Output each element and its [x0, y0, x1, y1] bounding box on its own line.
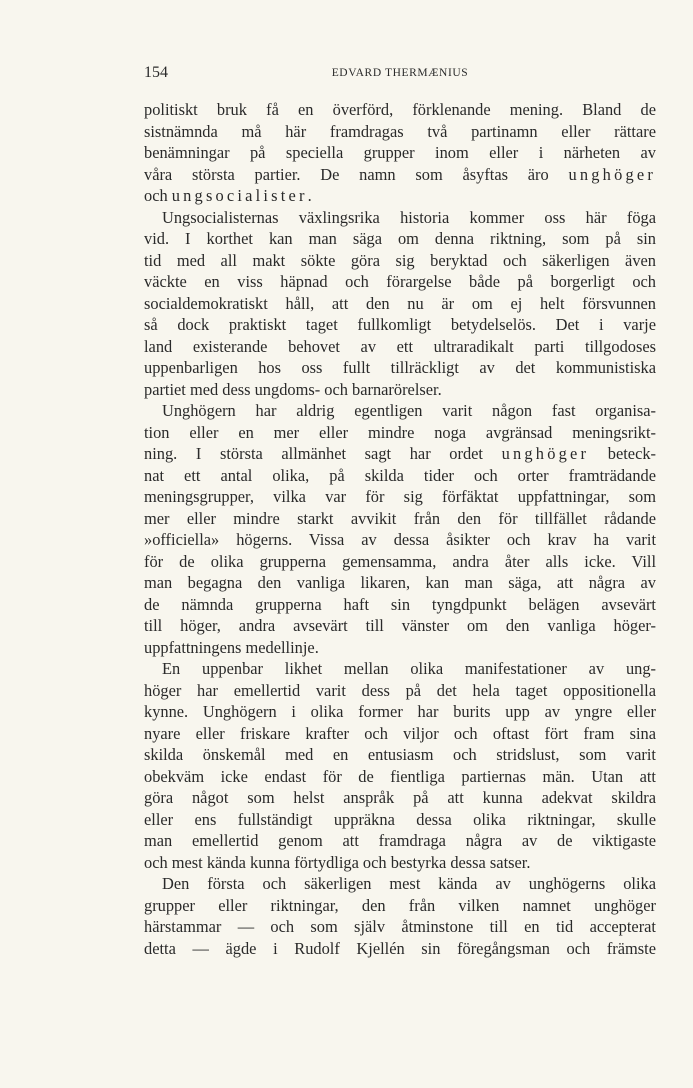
text-line: partiet med dess ungdoms- och barnarörelser.: [144, 379, 442, 399]
text-line: de nämnda grupperna haft sin tyngdpunkt belägen avsevärt: [144, 594, 656, 614]
text-line: Unghögern har aldrig egentligen varit någon fast organisa-: [162, 401, 656, 420]
emphasized-term: unghöger: [568, 164, 656, 184]
text-line: skilda önskemål med en entusiasm och stridslust, som varit: [144, 745, 656, 764]
text-line: detta — ägde i Rudolf Kjellén sin föregångsman och främste: [144, 938, 656, 958]
text-line: socialdemokratiskt håll, att den nu är om ej helt försvunnen: [144, 293, 656, 313]
text-line: politiskt bruk få en överförd, förklenande mening. Bland de: [144, 100, 656, 119]
text-line: nat ett antal olika, på skilda tider och orter framträdande: [144, 465, 656, 485]
text-line: meningsgrupper, vilka var för sig förfäktat uppfattningar, som: [144, 487, 656, 506]
text-line: land existerande behovet av ett ultraradikalt parti tillgodoses: [144, 336, 656, 356]
text-line: och mest kända kunna förtydliga och bestyrka dessa satser.: [144, 852, 531, 872]
text-line: kynne. Unghögern i olika former har burits upp av yngre eller: [144, 702, 656, 721]
text-line: våra största partier. De namn som åsyftas äro unghöger: [144, 164, 656, 184]
text-line: ning. I största allmänhet sagt har ordet unghöger beteck-: [144, 444, 656, 463]
text-line: Den första och säkerligen mest kända av unghögerns olika: [162, 874, 656, 893]
text-line: tid med all makt sökte göra sig beryktad och säkerligen även: [144, 250, 656, 270]
emphasized-term: ungsocialister: [171, 186, 308, 205]
text-line: till höger, andra avsevärt till vänster om den vanliga höger-: [144, 616, 656, 635]
running-title: EDVARD THERMÆNIUS: [331, 67, 469, 79]
page-header: [144, 64, 656, 86]
text-line: obekväm icke endast för de fientliga partiernas män. Utan att: [144, 766, 656, 786]
text-line: »officiella» högerns. Vissa av dessa åsikter och krav ha varit: [144, 530, 656, 549]
page-number: 154: [144, 64, 168, 81]
text-line: höger har emellertid varit dess på det hela taget oppositionella: [144, 680, 656, 700]
text-line: uppfattningens medellinje.: [144, 637, 319, 657]
text-line: eller ens fullständigt uppräkna dessa olika riktningar, skulle: [144, 809, 656, 829]
text-line: En uppenbar likhet mellan olika manifestationer av ung-: [162, 659, 656, 678]
text-line: så dock praktiskt taget fullkomligt betydelselös. Det i varje: [144, 315, 656, 334]
text-line: nyare eller friskare krafter och viljor och oftast fört fram sina: [144, 723, 656, 743]
text-line: mer eller mindre starkt avvikit från den för tillfället rådande: [144, 508, 656, 528]
text-line: sistnämnda må här framdragas två partinamn eller rättare: [144, 121, 656, 141]
text-line: och ungsocialister.: [144, 186, 312, 205]
emphasized-term: unghöger: [501, 444, 590, 463]
text-line: göra något som helst anspråk på att kunna adekvat skildra: [144, 788, 656, 807]
text-line: man begagna den vanliga likaren, kan man säga, att några av: [144, 573, 656, 592]
text-line: benämningar på speciella grupper inom eller i närheten av: [144, 143, 656, 162]
text-line: vid. I korthet kan man säga om denna riktning, som på sin: [144, 229, 656, 248]
text-line: för de olika grupperna gemensamma, andra åter alls icke. Vill: [144, 551, 656, 571]
body-text: [144, 99, 656, 959]
text-line: väckte en viss häpnad och förargelse både på borgerligt och: [144, 272, 656, 291]
text-line: tion eller en mer eller mindre noga avgränsad meningsrikt-: [144, 422, 656, 442]
text-line: man emellertid genom att framdraga några av de viktigaste: [144, 831, 656, 850]
text-line: grupper eller riktningar, den från vilken namnet unghöger: [144, 895, 656, 915]
text-line: uppenbarligen hos oss fullt tillräckligt av det kommunistiska: [144, 358, 656, 377]
text-line: härstammar — och som själv åtminstone till en tid accepterat: [144, 917, 656, 936]
text-line: Ungsocialisternas växlingsrika historia kommer oss här föga: [162, 207, 656, 227]
